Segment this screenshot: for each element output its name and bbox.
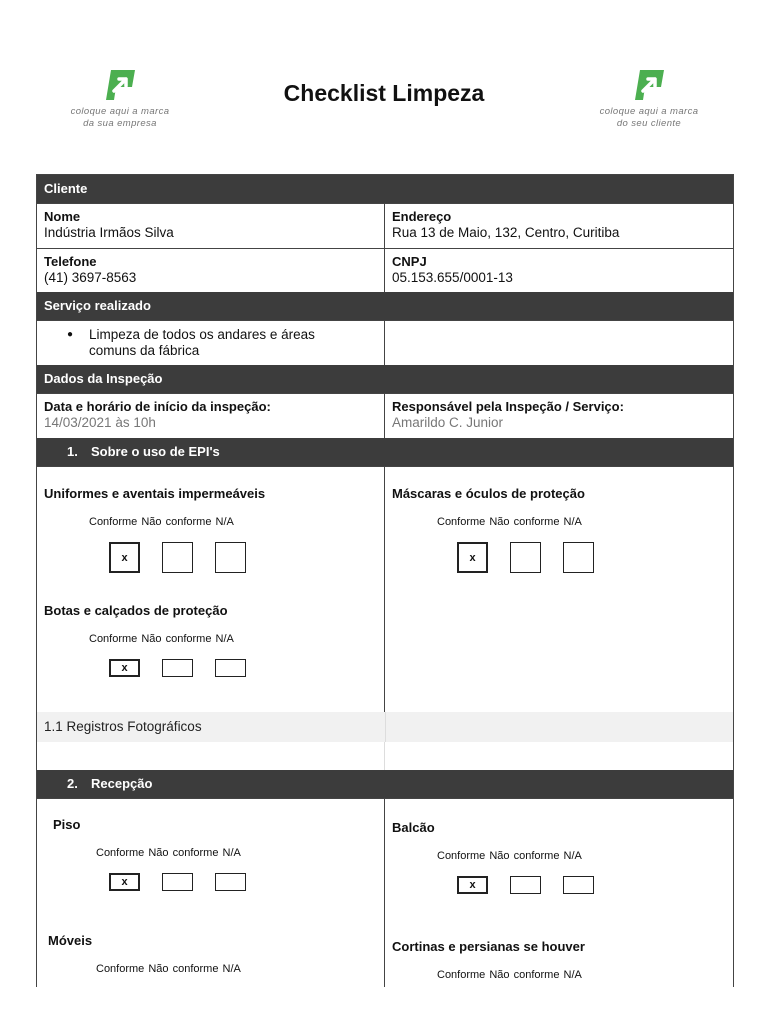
brand-logo-icon	[631, 66, 667, 102]
section-header-inspection: Dados da Inspeção	[37, 365, 733, 394]
section-1-title: Sobre o uso de EPI's	[91, 444, 220, 459]
page-title: Checklist Limpeza	[283, 80, 485, 106]
client-logo	[579, 66, 719, 130]
question-floor: Piso	[53, 817, 81, 832]
section-2-title: Recepção	[91, 776, 153, 791]
answer-options: Conforme Não conforme N/A	[96, 963, 241, 975]
checkbox-nao-conforme[interactable]	[510, 876, 541, 894]
question-masks: Máscaras e óculos de proteção	[392, 486, 585, 501]
checkbox-conforme[interactable]: x	[457, 876, 488, 894]
checklist-form	[36, 174, 734, 987]
question-counter: Balcão	[392, 820, 435, 835]
checkbox-na[interactable]	[215, 542, 246, 573]
photos-area-right[interactable]	[385, 742, 733, 770]
section-header-client: Cliente	[37, 175, 733, 204]
phone-label: Telefone	[44, 254, 97, 269]
name-label: Nome	[44, 209, 81, 224]
inspection-responsible-label: Responsável pela Inspeção / Serviço:	[392, 399, 624, 414]
checkbox-nao-conforme[interactable]	[162, 873, 193, 891]
client-logo-caption: coloque aqui a marca do seu cliente	[599, 106, 699, 129]
photos-area-left[interactable]	[37, 742, 385, 770]
checkbox-conforme[interactable]: x	[109, 659, 140, 677]
photos-label: 1.1 Registros Fotográficos	[37, 712, 386, 742]
service-row	[37, 321, 733, 365]
checkbox-nao-conforme[interactable]	[162, 659, 193, 677]
checkbox-na[interactable]	[215, 873, 246, 891]
service-item[interactable]: ● Limpeza de todos os andares e áreas comuns da fábrica	[37, 321, 384, 359]
checkbox-nao-conforme[interactable]	[510, 542, 541, 573]
epi-questions	[37, 467, 733, 712]
photos-row	[37, 742, 733, 770]
checkbox-conforme[interactable]: x	[109, 542, 140, 573]
section-header-service: Serviço realizado	[37, 292, 733, 321]
checkbox-conforme[interactable]: x	[109, 873, 140, 891]
answer-options: Conforme Não conforme N/A	[437, 516, 582, 528]
section-header-epi	[37, 438, 733, 467]
section-1-number: 1.	[67, 444, 78, 459]
photos-header-row	[37, 712, 733, 742]
question-curtains: Cortinas e persianas se houver	[392, 939, 585, 954]
checkbox-na[interactable]	[563, 542, 594, 573]
answer-options: Conforme Não conforme N/A	[96, 847, 241, 859]
inspection-start-value[interactable]: 14/03/2021 às 10h	[44, 415, 156, 430]
inspection-row	[37, 394, 733, 438]
phone-value[interactable]: (41) 3697-8563	[44, 270, 137, 285]
question-boots: Botas e calçados de proteção	[44, 603, 228, 618]
inspection-responsible-value[interactable]: Amarildo C. Junior	[392, 415, 504, 430]
question-furniture: Móveis	[48, 933, 93, 948]
cnpj-value[interactable]: 05.153.655/0001-13	[392, 270, 513, 285]
cnpj-label: CNPJ	[392, 254, 427, 269]
section-2-number: 2.	[67, 776, 78, 791]
address-label: Endereço	[392, 209, 452, 224]
reception-questions	[37, 799, 733, 987]
company-logo-caption: coloque aqui a marca da sua empresa	[70, 106, 170, 129]
section-header-reception	[37, 770, 733, 799]
checkbox-nao-conforme[interactable]	[162, 542, 193, 573]
checkbox-conforme[interactable]: x	[457, 542, 488, 573]
answer-options: Conforme Não conforme N/A	[437, 850, 582, 862]
question-uniforms: Uniformes e aventais impermeáveis	[44, 486, 266, 501]
inspection-start-label: Data e horário de início da inspeção:	[44, 399, 271, 414]
checkbox-na[interactable]	[215, 659, 246, 677]
answer-options: Conforme Não conforme N/A	[89, 633, 234, 645]
name-value[interactable]: Indústria Irmãos Silva	[44, 225, 174, 240]
answer-options: Conforme Não conforme N/A	[437, 969, 582, 981]
client-row-2	[37, 249, 733, 292]
client-row-1	[37, 204, 733, 249]
address-value[interactable]: Rua 13 de Maio, 132, Centro, Curitiba	[392, 225, 620, 240]
answer-options: Conforme Não conforme N/A	[89, 516, 234, 528]
checkbox-na[interactable]	[563, 876, 594, 894]
